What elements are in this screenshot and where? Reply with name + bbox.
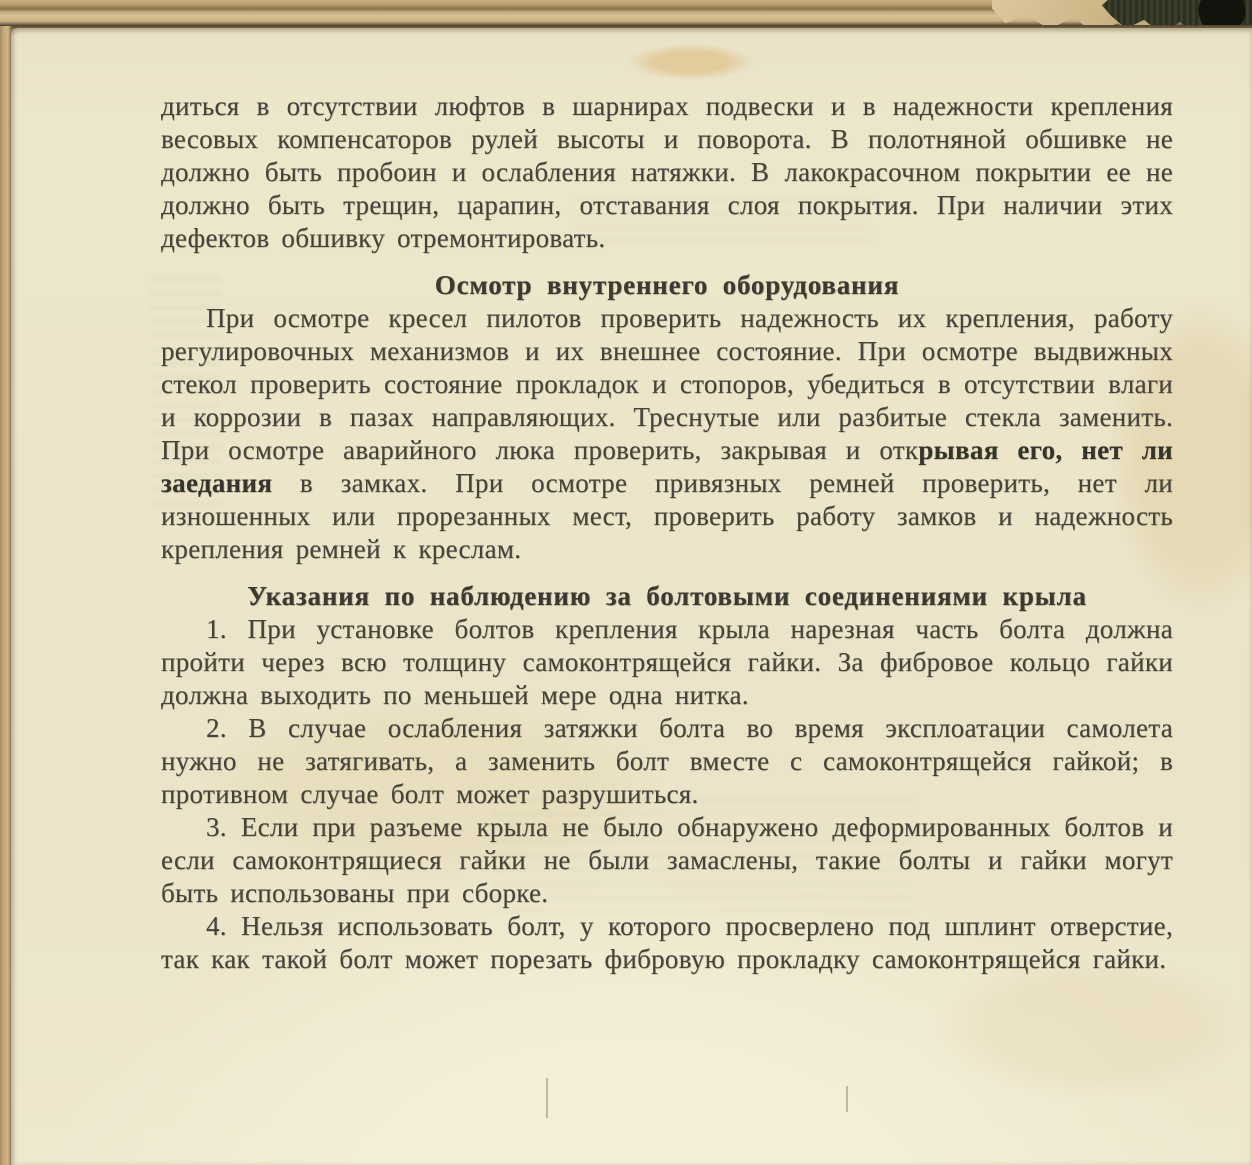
paragraph-interior-inspection bbox=[161, 302, 1173, 566]
book-left-edge bbox=[0, 26, 11, 1165]
paper-scratch bbox=[546, 1078, 548, 1118]
paragraph-airframe-inspection: диться в отсутствии люфтов в шарнирах подвески и в надежности крепления весовых компенсаторов рулей высоты и поворота. В полотняной обшивке не должно быть пробоин и ослабления натяжки. В лакокрасочном покрытии ее не должно быть трещин, царапин, отставания слоя покрытия. При наличии этих дефектов обшивку отремонтировать. bbox=[161, 91, 1173, 253]
list-item-3: 3. Если при разъеме крыла не было обнаружено деформированных болтов и если самоконтрящиеся гайки не были замаслены, такие болты и гайки могут быть использованы при сборке. bbox=[161, 812, 1173, 908]
list-item-4: 4. Нельзя использовать болт, у которого просверлено под шплинт отверстие, так как такой болт может порезать фибровую прокладку самоконтрящейся гайки. bbox=[161, 911, 1173, 974]
section-heading-wing-bolt-joints: Указания по наблюдению за болтовыми соединениями крыла bbox=[247, 581, 1087, 611]
paper-scratch bbox=[846, 1086, 848, 1112]
list-item-1: 1. При установке болтов крепления крыла нарезная часть болта должна пройти через всю толщину самоконтрящейся гайки. За фибровое кольцо гайки должна выходить по меньшей мере одна нитка. bbox=[161, 614, 1173, 710]
text-run-heavy-ink: рывая его, нет ли заедания bbox=[161, 435, 1174, 498]
text-run: в замках. При осмотре привязных ремней проверить, нет ли изношенных или прорезанных мест, проверить работу замков и надежность крепления ремней к креслам. bbox=[161, 468, 1173, 564]
list-item-2: 2. В случае ослабления затяжки болта во время эксплоатации самолета нужно не затягивать, а заменить болт вместе с самоконтрящейся гайкой; в противном случае болт может разрушиться. bbox=[161, 713, 1173, 809]
text-run: При осмотре кресел пилотов проверить надежность их крепления, работу регулировочных механизмов и их внешнее состояние. При осмотре выдвижных стекол проверить состояние прокладок и стопоров, убедиться в отсутствии влаги и коррозии в пазах направляющих. Треснутые или разбитые стекла заменить. При осмотре аварийного люка проверить, закрывая и отк bbox=[161, 303, 1173, 465]
section-heading-interior-equipment: Осмотр внутреннего оборудования bbox=[434, 270, 900, 300]
page-text bbox=[161, 90, 1173, 976]
page bbox=[11, 28, 1252, 1165]
